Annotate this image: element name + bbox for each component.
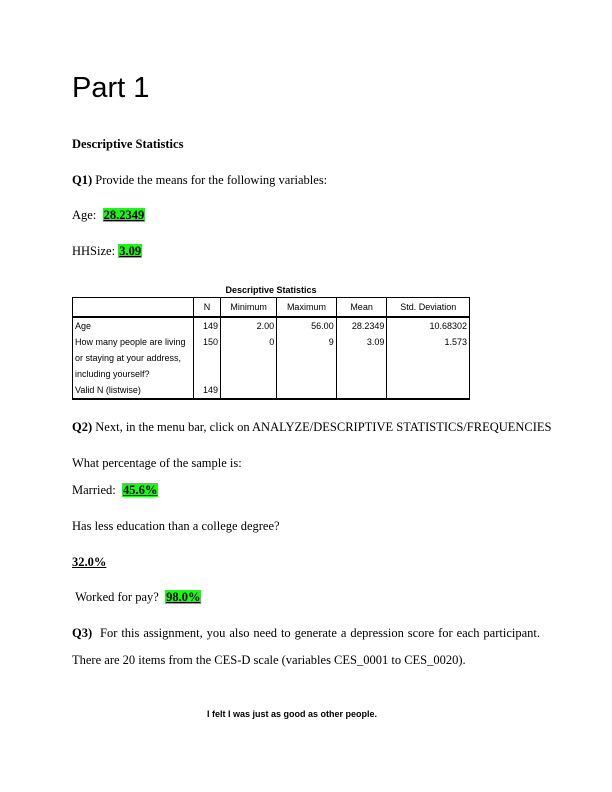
age-line bbox=[72, 208, 145, 223]
cell-max: 9 bbox=[277, 334, 337, 382]
descriptive-statistics-table bbox=[72, 297, 470, 400]
page-heading: Part 1 bbox=[72, 72, 150, 104]
row-label: Valid N (listwise) bbox=[73, 382, 194, 399]
table-row bbox=[73, 317, 470, 334]
married-label: Married: bbox=[72, 483, 116, 497]
age-label: Age: bbox=[72, 208, 97, 222]
hhsize-label: HHSize: bbox=[72, 244, 116, 258]
row-label-line: including yourself? bbox=[75, 369, 150, 379]
q1-paragraph bbox=[72, 173, 327, 188]
row-label-line: How many people are living bbox=[75, 337, 186, 347]
column-header bbox=[73, 298, 194, 318]
q2-text: Next, in the menu bar, click on ANALYZE/DESCRIPTIVE STATISTICS/FREQUENCIES bbox=[92, 420, 552, 434]
cell-mean: 28.2349 bbox=[336, 317, 387, 334]
column-header: N bbox=[194, 298, 221, 318]
section-title: Descriptive Statistics bbox=[72, 137, 184, 151]
column-header: Mean bbox=[336, 298, 387, 318]
hhsize-value: 3.09 bbox=[119, 244, 142, 258]
education-question: Has less education than a college degree? bbox=[72, 519, 280, 533]
education-value: 32.0% bbox=[72, 555, 107, 569]
cell-n: 149 bbox=[194, 317, 221, 334]
cell-max: 56.00 bbox=[277, 317, 337, 334]
q2-paragraph bbox=[72, 420, 552, 435]
married-value: 45.6% bbox=[122, 483, 158, 497]
cell-mean bbox=[336, 382, 387, 399]
q3-text-line1: For this assignment, you also need to generate a depression score for each participant. bbox=[100, 626, 540, 640]
married-line bbox=[72, 483, 158, 498]
row-label-line: or staying at your address, bbox=[75, 353, 182, 363]
cell-max bbox=[277, 382, 337, 399]
cell-min bbox=[221, 382, 277, 399]
worked-label: Worked for pay? bbox=[75, 590, 159, 604]
cell-sd: 10.68302 bbox=[387, 317, 470, 334]
column-header: Minimum bbox=[221, 298, 277, 318]
row-label: Age bbox=[73, 317, 194, 334]
q1-text: Provide the means for the following variables: bbox=[92, 173, 328, 187]
cell-min: 2.00 bbox=[221, 317, 277, 334]
column-header: Maximum bbox=[277, 298, 337, 318]
table-row bbox=[73, 334, 470, 382]
cell-min: 0 bbox=[221, 334, 277, 382]
cell-n: 149 bbox=[194, 382, 221, 399]
age-value: 28.2349 bbox=[103, 208, 145, 222]
q2-label: Q2) bbox=[72, 420, 93, 434]
cell-mean: 3.09 bbox=[336, 334, 387, 382]
q2-prompt: What percentage of the sample is: bbox=[72, 456, 242, 470]
q3-label: Q3) bbox=[72, 626, 93, 640]
worked-value: 98.0% bbox=[166, 590, 201, 604]
row-label bbox=[73, 334, 194, 382]
cell-sd: 1.573 bbox=[387, 334, 470, 382]
q1-label: Q1) bbox=[72, 173, 93, 187]
table-row bbox=[73, 382, 470, 399]
cell-sd bbox=[387, 382, 470, 399]
hhsize-line bbox=[72, 244, 142, 259]
table-header-row bbox=[73, 298, 470, 318]
q3-text-line2: There are 20 items from the CES-D scale (variables CES_0001 to CES_0020). bbox=[72, 653, 466, 667]
q3-paragraph-line1 bbox=[72, 626, 540, 641]
column-header: Std. Deviation bbox=[387, 298, 470, 318]
ces-d-item-text: I felt I was just as good as other people. bbox=[206, 709, 378, 719]
cell-n: 150 bbox=[194, 334, 221, 382]
worked-line bbox=[72, 590, 201, 605]
table-title: Descriptive Statistics bbox=[225, 285, 317, 295]
